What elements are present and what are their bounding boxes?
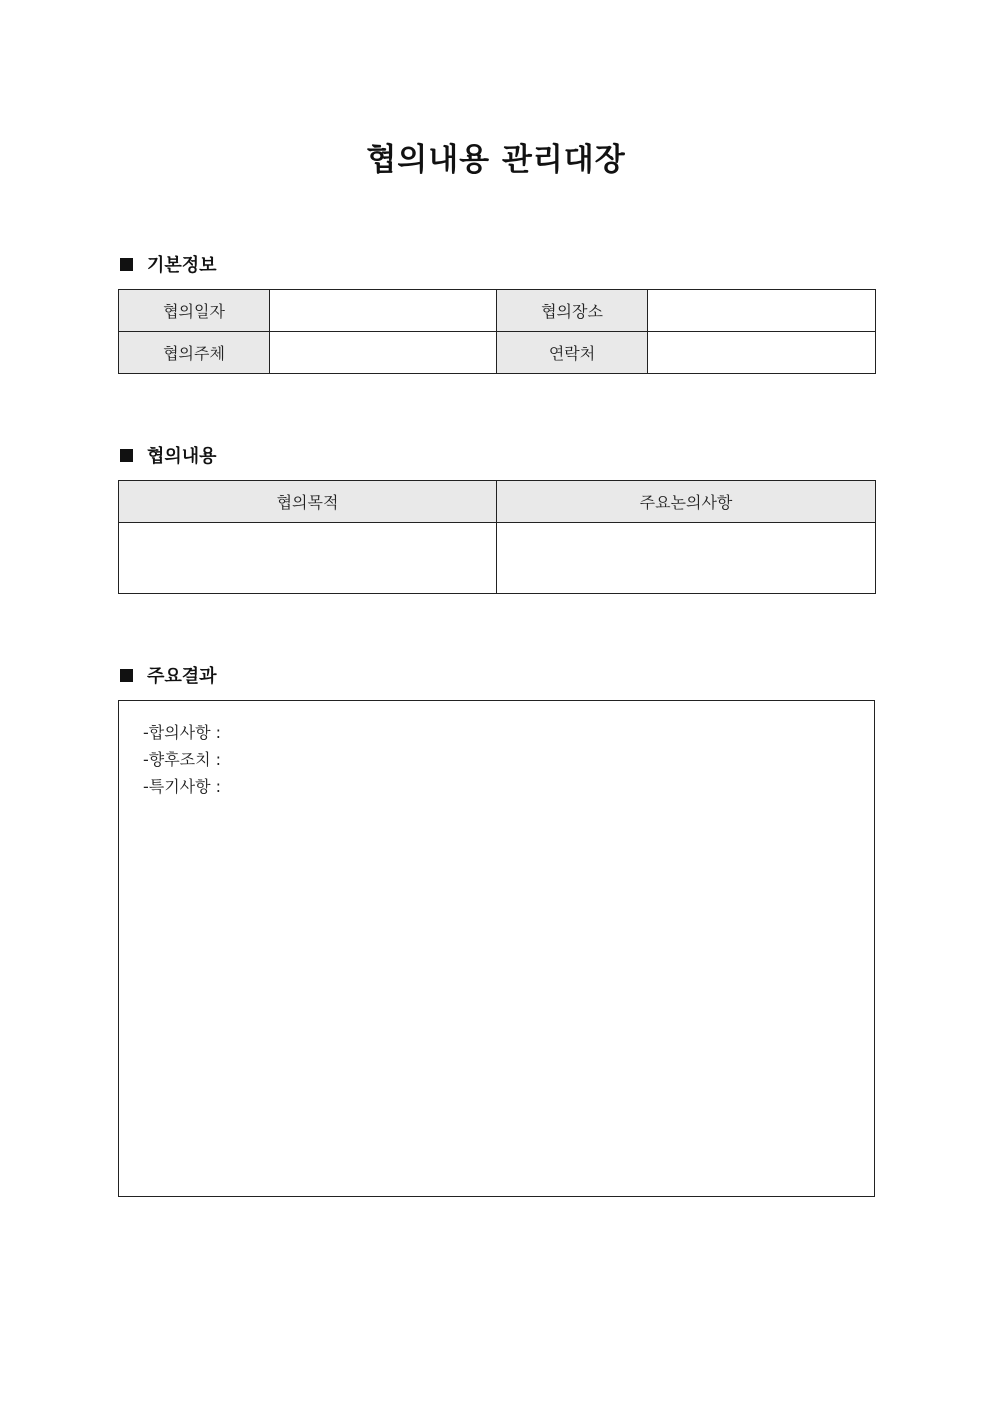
table-row (119, 523, 876, 594)
meeting-place-label: 협의장소 (497, 290, 648, 332)
content-table (118, 480, 876, 594)
table-row (119, 290, 876, 332)
meeting-date-value[interactable] (270, 290, 497, 332)
agreement-line: -합의사항 : (143, 723, 222, 742)
basic-info-table (118, 289, 876, 374)
result-box[interactable] (118, 700, 875, 1197)
follow-up-line: -향후조치 : (143, 750, 222, 769)
meeting-party-value[interactable] (270, 332, 497, 374)
result-lines (143, 719, 221, 800)
purpose-header: 협의목적 (119, 481, 497, 523)
contact-label: 연락처 (497, 332, 648, 374)
discussion-value[interactable] (497, 523, 876, 594)
section-heading-result-label: 주요결과 (147, 666, 217, 687)
meeting-date-label: 협의일자 (119, 290, 270, 332)
table-row (119, 332, 876, 374)
square-bullet-icon (120, 449, 133, 462)
meeting-party-label: 협의주체 (119, 332, 270, 374)
table-row (119, 481, 876, 523)
section-heading-content (118, 443, 217, 467)
purpose-value[interactable] (119, 523, 497, 594)
square-bullet-icon (120, 669, 133, 682)
section-heading-result (118, 663, 217, 687)
special-notes-line: -특기사항 : (143, 777, 222, 796)
section-heading-content-label: 협의내용 (147, 446, 217, 467)
section-heading-basic (118, 252, 217, 276)
meeting-place-value[interactable] (648, 290, 876, 332)
discussion-header: 주요논의사항 (497, 481, 876, 523)
document-title: 협의내용 관리대장 (366, 142, 626, 178)
contact-value[interactable] (648, 332, 876, 374)
square-bullet-icon (120, 258, 133, 271)
section-heading-basic-label: 기본정보 (147, 255, 217, 276)
